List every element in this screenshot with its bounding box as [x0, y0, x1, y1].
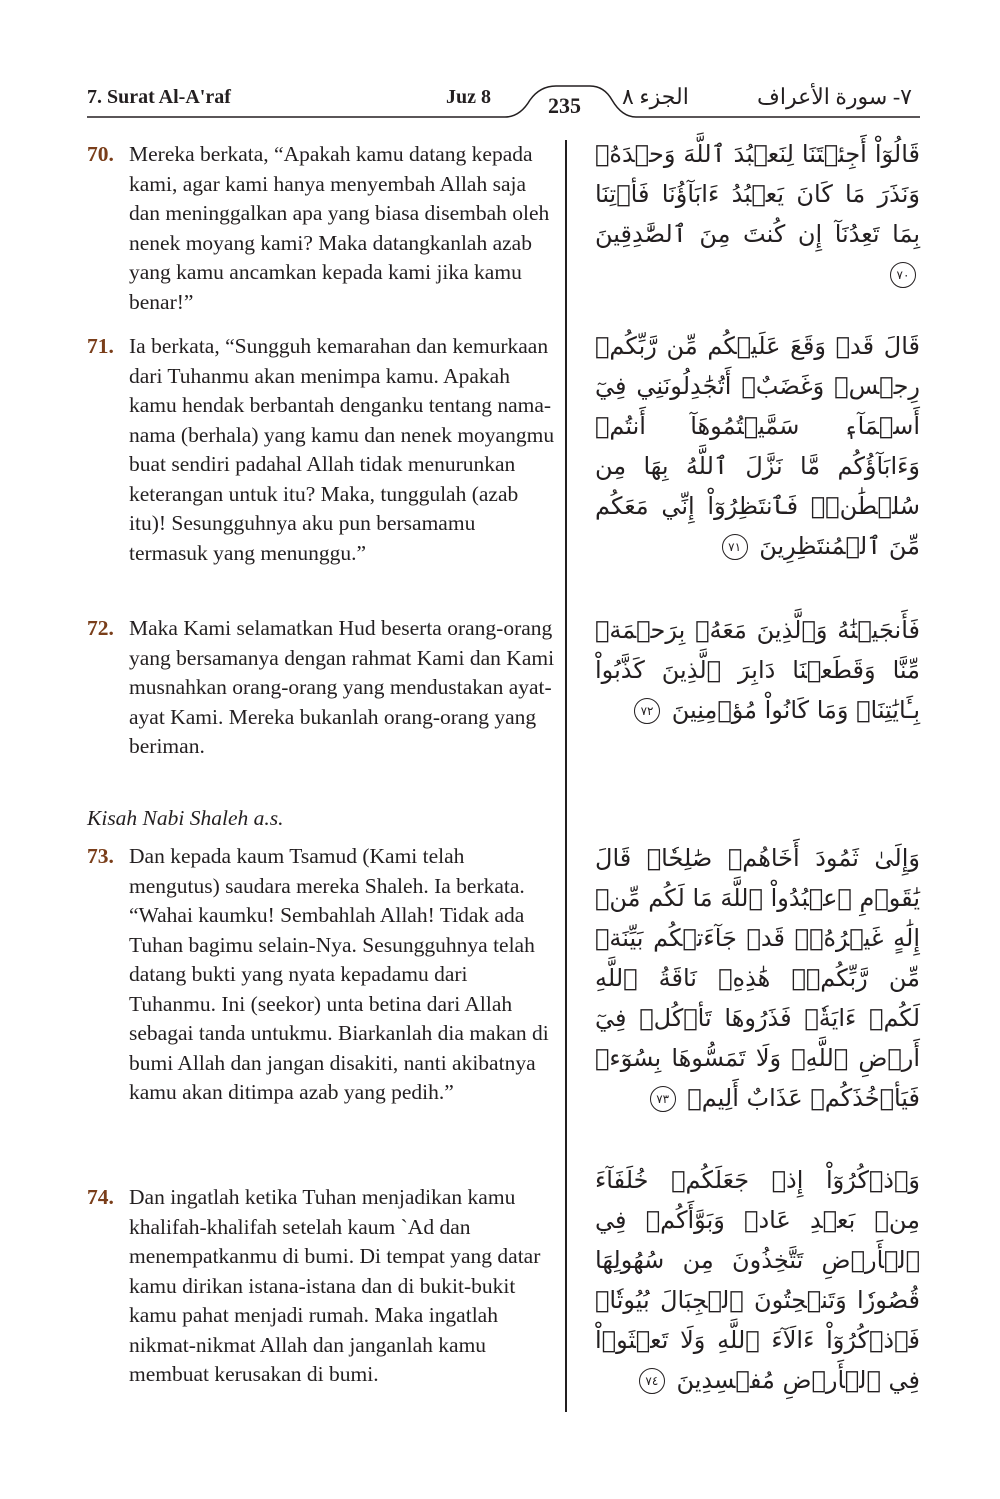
ayah-end-marker: ٧٣: [650, 1086, 676, 1112]
verse-translation-74: [87, 1183, 557, 1390]
verse-number: 72.: [87, 616, 114, 640]
header-rule: [0, 0, 1000, 140]
verse-arabic-72: [595, 610, 920, 730]
arabic-text: وَإِلَىٰ ثَمُودَ أَخَاهُمۡ صَٰلِحٗاۚ قَالَ يَٰقَوۡمِ ٱعۡبُدُواْ ٱللَّهَ مَا لَكُم مِّنۡ إِلَٰهٍ غَيۡرُهُۥۖ قَدۡ جَآءَتۡكُم بَيِّنَةٞ مِّن رَّبِّكُمۡۖ هَٰذِهِۦ نَاقَةُ ٱللَّهِ لَكُمۡ ءَايَةٗۖ فَذَرُوهَا تَأۡكُلۡ فِيٓ أَرۡضِ ٱللَّهِۖ وَلَا تَمَسُّوهَا بِسُوٓءٖ فَيَأۡخُذَكُمۡ عَذَابٌ أَلِيمٞ: [595, 844, 920, 1112]
verse-arabic-70: [595, 134, 920, 294]
juz-label: Juz 8: [446, 86, 491, 108]
verse-text: Ia berkata, “Sungguh kemarahan dan kemurkaan dari Tuhanmu akan menimpa kamu. Apakah kamu hendak berbantah denganku tentang nama-nama (berhala) yang kamu dan nenek moyangmu buat sendiri padahal Allah tidak menurunkan keterangan untuk itu? Maka, tunggulah (azab itu)! Sesungguhnya aku pun bersamamu termasuk yang menunggu.”: [129, 334, 555, 565]
verse-number: 70.: [87, 142, 114, 166]
verse-text: Dan ingatlah ketika Tuhan menjadikan kamu khalifah-khalifah setelah kaum `Ad dan menempatkanmu di bumi. Di tempat yang datar kamu dirikan istana-istana dan di bukit-bukit kamu pahat menjadi rumah. Maka ingatlah nikmat-nikmat Allah dan janganlah kamu membuat kerusakan di bumi.: [129, 1185, 541, 1386]
ayah-end-marker: ٧٠: [890, 262, 916, 288]
section-heading: Kisah Nabi Shaleh a.s.: [87, 806, 284, 830]
verse-translation-70: [87, 140, 557, 317]
surah-title-latin: 7. Surat Al-A'raf: [87, 86, 231, 108]
verse-translation-71: [87, 332, 557, 568]
column-divider: [565, 140, 567, 1412]
ayah-end-marker: ٧٢: [634, 698, 660, 724]
verse-translation-72: [87, 614, 557, 762]
arabic-text: وَٱذۡكُرُوٓاْ إِذۡ جَعَلَكُمۡ خُلَفَآءَ مِنۢ بَعۡدِ عَادٖ وَبَوَّأَكُمۡ فِي ٱلۡأَرۡضِ تَتَّخِذُونَ مِن سُهُولِهَا قُصُورٗا وَتَنۡحِتُونَ ٱلۡجِبَالَ بُيُوتٗاۖ فَٱذۡكُرُوٓاْ ءَالَآءَ ٱللَّهِ وَلَا تَعۡثَوۡاْ فِي ٱلۡأَرۡضِ مُفۡسِدِينَ: [595, 1166, 920, 1394]
verse-number: 71.: [87, 334, 114, 358]
verse-text: Dan kepada kaum Tsamud (Kami telah mengutus) saudara mereka Shaleh. Ia berkata. “Wahai kaumku! Sembahlah Allah! Tidak ada Tuhan bagimu selain-Nya. Sesungguhnya telah datang bukti yang nyata kepadamu dari Tuhanmu. Ini (seekor) unta betina dari Allah sebagai tanda untukmu. Biarkanlah dia makan di bumi Allah dan jangan disakiti, nanti akibatnya kamu akan ditimpa azab yang pedih.”: [129, 844, 549, 1104]
verse-arabic-71: [595, 326, 920, 566]
juz-label-arabic: الجزء ٨: [622, 84, 689, 109]
ayah-end-marker: ٧٤: [639, 1368, 665, 1394]
verse-number: 73.: [87, 844, 114, 868]
verse-text: Maka Kami selamatkan Hud beserta orang-orang yang bersamanya dengan rahmat Kami dan Kami musnahkan orang-orang yang mendustakan ayat-ayat Kami. Mereka bukanlah orang-orang yang beriman.: [129, 616, 555, 758]
arabic-text: فَأَنجَيۡنَٰهُ وَٱلَّذِينَ مَعَهُۥ بِرَحۡمَةٖ مِّنَّا وَقَطَعۡنَا دَابِرَ ٱلَّذِينَ كَذَّبُواْ بِـَٔايَٰتِنَاۖ وَمَا كَانُواْ مُؤۡمِنِينَ: [595, 616, 920, 724]
page-number: 235: [548, 93, 581, 118]
arabic-text: قَالُوٓاْ أَجِئۡتَنَا لِنَعۡبُدَ ٱللَّهَ وَحۡدَهُۥ وَنَذَرَ مَا كَانَ يَعۡبُدُ ءَابَآؤُنَا فَأۡتِنَا بِمَا تَعِدُنَآ إِن كُنتَ مِنَ ٱلصَّٰدِقِينَ: [595, 140, 920, 248]
verse-arabic-73: [595, 838, 920, 1118]
ayah-end-marker: ٧١: [722, 534, 748, 560]
verse-text: Mereka berkata, “Apakah kamu datang kepada kami, agar kami hanya menyembah Allah saja dan meninggalkan apa yang biasa disembah oleh nenek moyang kami? Maka datangkanlah azab yang kamu ancamkan kepada kami jika kamu benar!”: [129, 142, 550, 314]
verse-translation-73: [87, 842, 557, 1108]
surah-title-arabic: ٧- سورة الأعراف: [757, 84, 912, 109]
verse-number: 74.: [87, 1185, 114, 1209]
verse-arabic-74: [595, 1160, 920, 1400]
arabic-text: قَالَ قَدۡ وَقَعَ عَلَيۡكُم مِّن رَّبِّكُمۡ رِجۡسٞ وَغَضَبٌۖ أَتُجَٰدِلُونَنِي فِيٓ أَسۡمَآءٖ سَمَّيۡتُمُوهَآ أَنتُمۡ وَءَابَآؤُكُم مَّا نَزَّلَ ٱللَّهُ بِهَا مِن سُلۡطَٰنٖۚ فَٱنتَظِرُوٓاْ إِنِّي مَعَكُم مِّنَ ٱلۡمُنتَظِرِينَ: [595, 332, 920, 560]
